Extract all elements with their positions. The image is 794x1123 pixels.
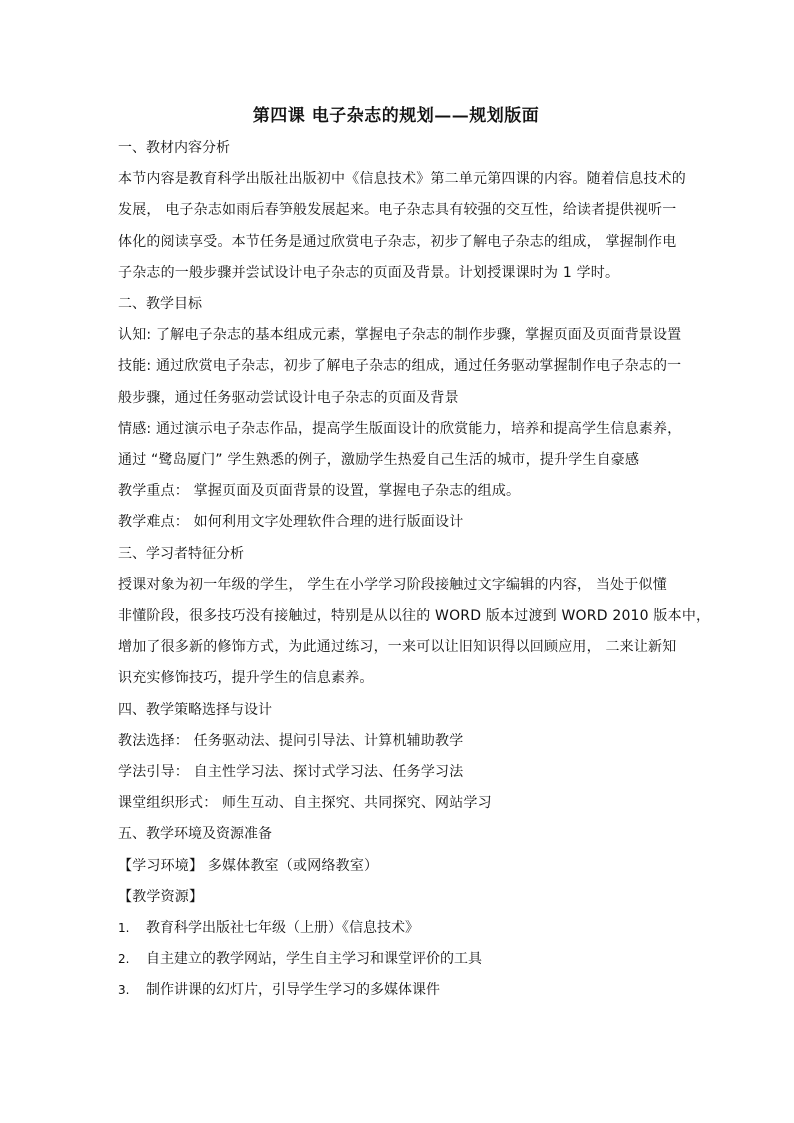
section-heading-teaching-goals: 二、教学目标 [118,296,202,313]
paragraph-line: 本节内容是教育科学出版社出版初中《信息技术》第二单元第四课的内容。随着信息技术的 [118,171,686,188]
section-heading-learner-analysis: 三、学习者特征分析 [118,545,244,562]
paragraph-line: 授课对象为初一年级的学生， 学生在小学学习阶段接触过文字编辑的内容， 当处于似懂 [118,576,667,593]
paragraph-line: 【教学资源】 [118,888,204,905]
paragraph-line: 识充实修饰技巧，提升学生的信息素养。 [118,670,374,687]
paragraph-line: 教法选择： 任务驱动法、提问引导法、计算机辅助教学 [118,732,464,749]
paragraph-line: 教学难点： 如何利用文字处理软件合理的进行版面设计 [118,514,464,531]
paragraph-line: 非懂阶段，很多技巧没有接触过，特别是从以往的 WORD 版本过渡到 WORD 2010 版本中， [118,608,711,625]
paragraph-line: 学法引导： 自主性学习法、探讨式学习法、任务学习法 [118,764,464,781]
section-heading-textbook-analysis: 一、教材内容分析 [118,140,230,156]
section-heading-teaching-strategy: 四、教学策略选择与设计 [118,701,272,718]
section-heading-environment-resources: 五、教学环境及资源准备 [118,826,272,843]
paragraph-line: 认知: 了解电子杂志的基本组成元素，掌握电子杂志的制作步骤，掌握页面及页面背景设置 [118,327,682,344]
list-item [118,913,674,944]
list-item-text: 自主建立的教学网站，学生自主学习和课堂评价的工具 [146,951,482,968]
paragraph-line: 发展， 电子杂志如雨后春笋般发展起来。电子杂志具有较强的交互性，给读者提供视听一 [118,202,677,219]
document-title: 第四课 电子杂志的规划——规划版面 [252,106,540,126]
paragraph-line: 情感: 通过演示电子杂志作品，提高学生版面设计的欣赏能力，培养和提高学生信息素养， [118,420,682,437]
paragraph-line: 课堂组织形式： 师生互动、自主探究、共同探究、网站学习 [118,795,492,812]
paragraph-line: 技能: 通过欣赏电子杂志，初步了解电子杂志的组成，通过任务驱动掌握制作电子杂志的一 [118,358,682,375]
list-item-number: 2. [118,952,130,967]
list-item [118,975,674,1006]
paragraph-line: 子杂志的一般步骤并尝试设计电子杂志的页面及背景。计划授课课时为 1 学时。 [118,264,620,281]
paragraph-line: 教学重点： 掌握页面及页面背景的设置，掌握电子杂志的组成。 [118,483,521,500]
paragraph-line: 体化的阅读享受。本节任务是通过欣赏电子杂志，初步了解电子杂志的组成， 掌握制作电 [118,233,677,250]
list-item-number: 1. [118,921,130,936]
paragraph-line: 增加了很多新的修饰方式，为此通过练习，一来可以让旧知识得以回顾应用， 二来让新知 [118,639,677,656]
paragraph-line: 【学习环境】 多媒体教室（或网络教室） [118,857,379,874]
list-item-text: 教育科学出版社七年级（上册）《信息技术》 [146,920,419,937]
paragraph-line: 般步骤，通过任务驱动尝试设计电子杂志的页面及背景 [118,389,459,406]
paragraph-line: 通过 “鹭岛厦门” 学生熟悉的例子，激励学生热爱自己生活的城市，提升学生自豪感 [118,452,640,469]
list-item-text: 制作讲课的幻灯片，引导学生学习的多媒体课件 [146,982,440,999]
list-item [118,944,674,975]
list-item-number: 3. [118,983,130,998]
